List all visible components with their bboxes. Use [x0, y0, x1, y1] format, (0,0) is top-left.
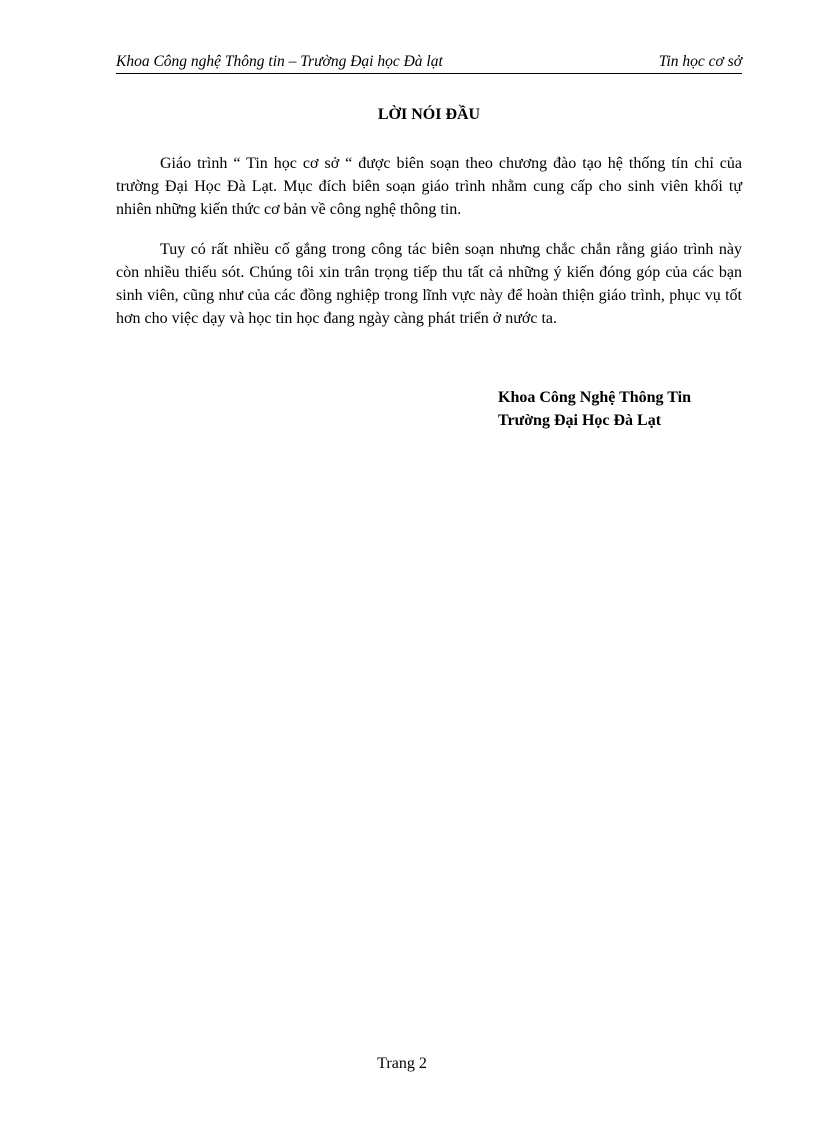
signature-department: Khoa Công Nghệ Thông Tin — [498, 389, 691, 406]
header-department: Khoa Công nghệ Thông tin – Trường Đại học Đà lạt — [116, 53, 443, 70]
body-paragraph-2-container — [116, 238, 742, 330]
signature-block — [498, 386, 691, 432]
header-divider — [116, 73, 742, 74]
page-number: Trang 2 — [377, 1055, 427, 1072]
body-paragraph: Giáo trình “ Tin học cơ sở “ được biên soạn theo chương đào tạo hệ thống tín chỉ của trường Đại Học Đà Lạt. Mục đích biên soạn giáo trình nhằm cung cấp cho sinh viên khối tự nhiên những kiến thức cơ bản về công nghệ thông tin. — [116, 155, 742, 218]
body-paragraph: Tuy có rất nhiều cố gắng trong công tác biên soạn nhưng chắc chắn rằng giáo trình này còn nhiều thiếu sót. Chúng tôi xin trân trọng tiếp thu tất cả những ý kiến đóng góp của các bạn sinh viên, cũng như của các đồng nghiệp trong lĩnh vực này để hoàn thiện giáo trình, phục vụ tốt hơn cho việc dạy và học tin học đang ngày càng phát triển ở nước ta. — [116, 241, 742, 327]
page-title: LỜI NÓI ĐẦU — [377, 106, 481, 123]
body-paragraph-1-container — [116, 152, 742, 221]
signature-university: Trường Đại Học Đà Lạt — [498, 412, 662, 429]
page-header — [116, 51, 742, 73]
header-course-title: Tin học cơ sở — [658, 53, 742, 70]
